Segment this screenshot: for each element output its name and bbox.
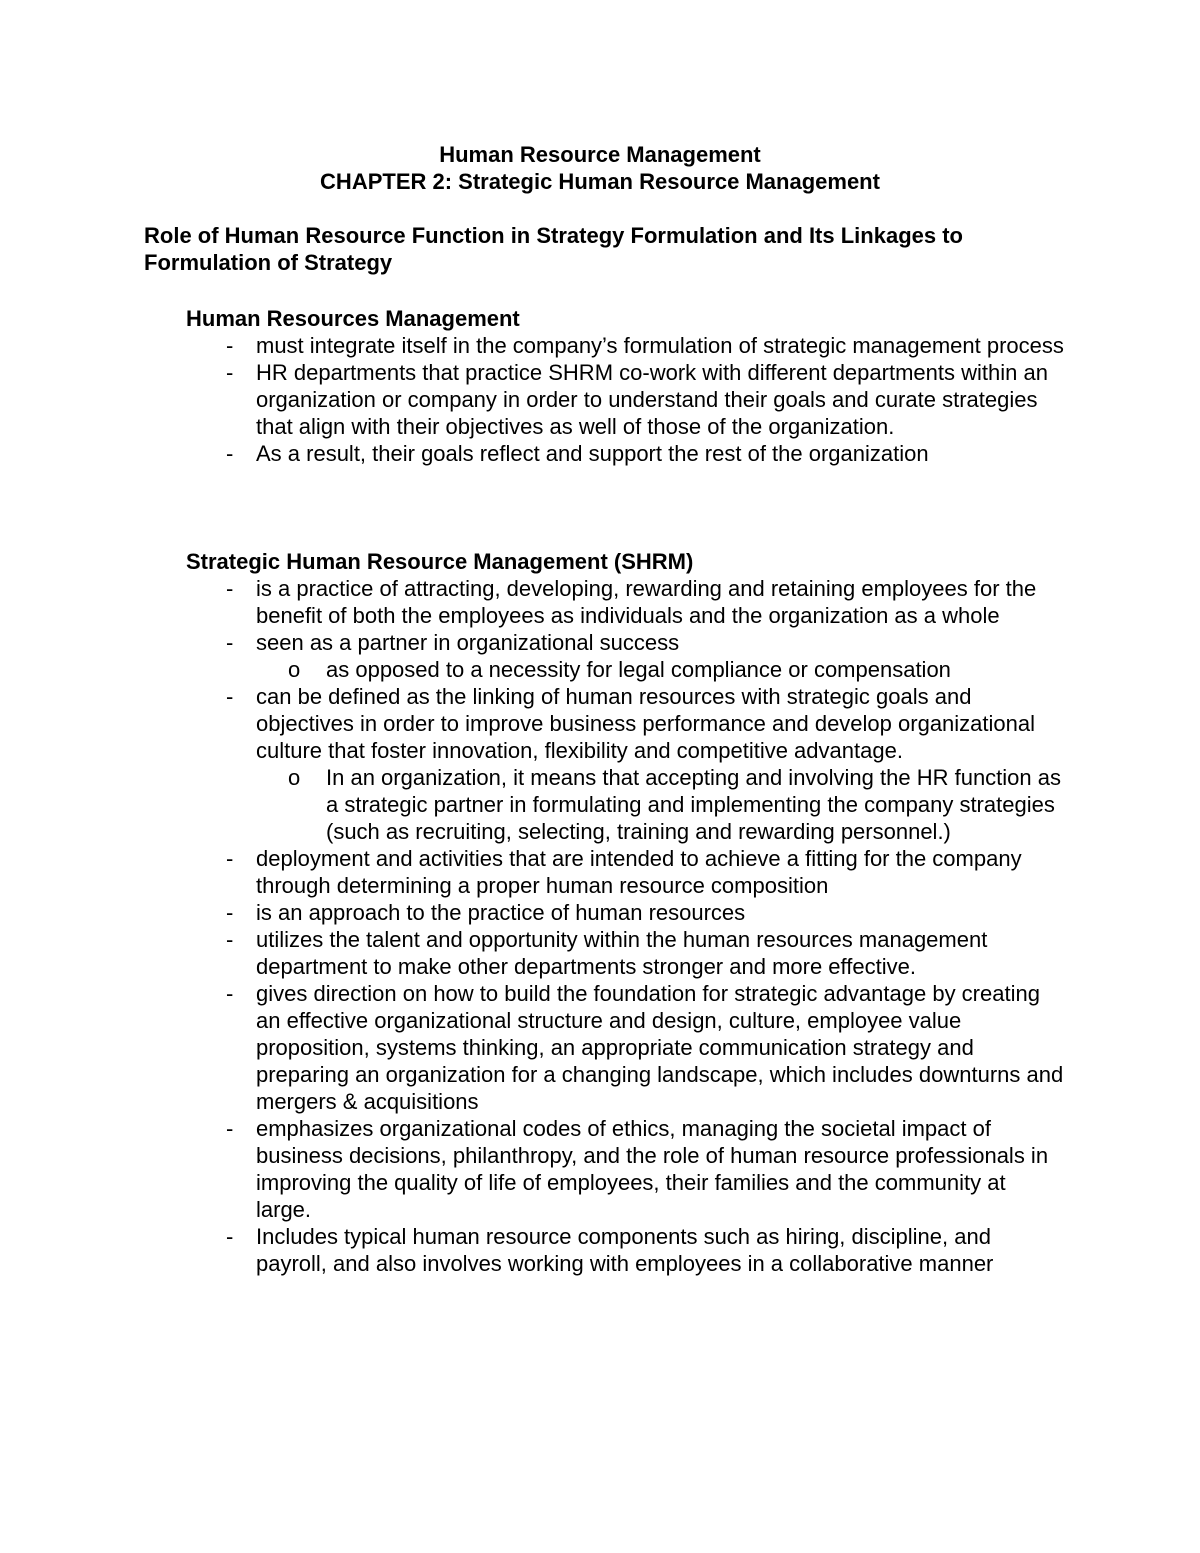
- sub-bullet-list: [256, 656, 1066, 683]
- dash-bullet: -: [226, 981, 234, 1006]
- dash-bullet: -: [226, 630, 234, 655]
- dash-bullet: -: [226, 576, 234, 601]
- list-item: [186, 575, 1066, 629]
- section-human-resources-management: [186, 305, 1066, 467]
- list-item-text: seen as a partner in organizational success: [256, 630, 680, 655]
- section-heading: Strategic Human Resource Management (SHRM): [186, 549, 694, 574]
- dash-bullet: -: [226, 684, 234, 709]
- list-item-text: Includes typical human resource components such as hiring, discipline, and payroll, and also involves working with employees in a collaborative manner: [256, 1224, 994, 1276]
- circle-bullet: o: [288, 657, 301, 682]
- dash-bullet: -: [226, 333, 234, 358]
- dash-bullet: -: [226, 900, 234, 925]
- list-item-text: must integrate itself in the company’s formulation of strategic management process: [256, 333, 1064, 358]
- list-item-text: is a practice of attracting, developing, rewarding and retaining employees for the benefit of both the employees as individuals and the organization as a whole: [256, 576, 1037, 628]
- sub-list-item-text: In an organization, it means that accepting and involving the HR function as a strategic partner in formulating and implementing the company strategies (such as recruiting, selecting, training and rewarding personnel.): [326, 765, 1062, 844]
- list-item-text: emphasizes organizational codes of ethics, managing the societal impact of business decisions, philanthropy, and the role of human resource professionals in improving the quality of life of employees, their families and the community at large.: [256, 1116, 1049, 1222]
- list-item: [186, 332, 1066, 359]
- list-item: [186, 899, 1066, 926]
- list-item: [186, 1223, 1066, 1277]
- list-item-text: deployment and activities that are intended to achieve a fitting for the company through determining a proper human resource composition: [256, 846, 1022, 898]
- list-item-text: gives direction on how to build the foundation for strategic advantage by creating an effective organizational structure and design, culture, employee value proposition, systems thinking, an appropriate communication strategy and preparing an organization for a changing landscape, which includes downturns and mergers & acquisitions: [256, 981, 1064, 1114]
- list-item: [186, 926, 1066, 980]
- dash-bullet: -: [226, 360, 234, 385]
- bullet-list: [186, 332, 1066, 467]
- sub-list-item: [256, 656, 1066, 683]
- bullet-list: [186, 575, 1066, 1277]
- document-title: Human Resource Management: [439, 142, 761, 167]
- list-item: [186, 1115, 1066, 1223]
- sub-list-item-text: as opposed to a necessity for legal compliance or compensation: [326, 657, 951, 682]
- dash-bullet: -: [226, 1116, 234, 1141]
- section-strategic-hrm: [186, 548, 1066, 1277]
- sub-list-item: [256, 764, 1066, 845]
- list-item: [186, 359, 1066, 440]
- dash-bullet: -: [226, 1224, 234, 1249]
- main-heading: Role of Human Resource Function in Strategy Formulation and Its Linkages to Formulation of Strategy: [144, 223, 963, 275]
- chapter-title: CHAPTER 2: Strategic Human Resource Management: [320, 169, 880, 194]
- list-item-text: HR departments that practice SHRM co-work with different departments within an organization or company in order to understand their goals and curate strategies that align with their objectives as well of those of the organization.: [256, 360, 1048, 439]
- list-item-text: is an approach to the practice of human resources: [256, 900, 746, 925]
- list-item: [186, 440, 1066, 467]
- section-heading: Human Resources Management: [186, 306, 520, 331]
- dash-bullet: -: [226, 441, 234, 466]
- dash-bullet: -: [226, 927, 234, 952]
- list-item: [186, 629, 1066, 683]
- dash-bullet: -: [226, 846, 234, 871]
- list-item-text: can be defined as the linking of human resources with strategic goals and objectives in order to improve business performance and develop organizational culture that foster innovation, flexibility and competitive advantage.: [256, 684, 1036, 763]
- list-item: [186, 980, 1066, 1115]
- circle-bullet: o: [288, 765, 301, 790]
- sub-bullet-list: [256, 764, 1066, 845]
- list-item: [186, 683, 1066, 845]
- list-item-text: As a result, their goals reflect and support the rest of the organization: [256, 441, 929, 466]
- list-item-text: utilizes the talent and opportunity within the human resources management department to make other departments stronger and more effective.: [256, 927, 988, 979]
- list-item: [186, 845, 1066, 899]
